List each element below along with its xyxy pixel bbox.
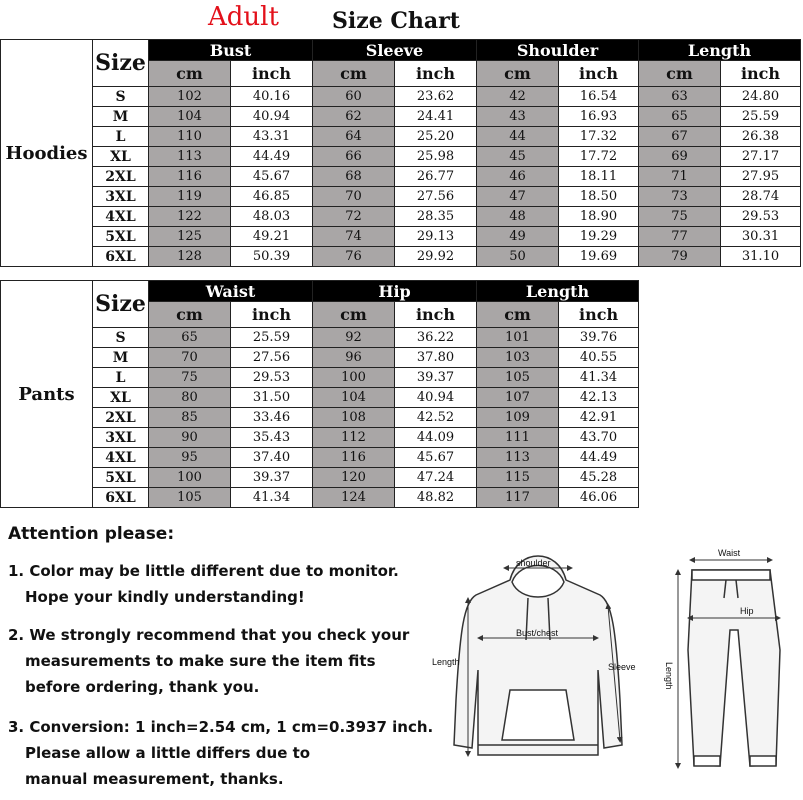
- value-cell: 28.74: [721, 187, 801, 207]
- label-hip: Hip: [740, 606, 754, 616]
- value-cell: 47.24: [395, 468, 477, 488]
- value-cell: 111: [477, 428, 559, 448]
- pants-unit-inch: inch: [559, 302, 639, 328]
- table-row: [1, 87, 801, 107]
- value-cell: 19.69: [559, 247, 639, 267]
- value-cell: 43.31: [231, 127, 313, 147]
- value-cell: 16.93: [559, 107, 639, 127]
- value-cell: 27.56: [231, 348, 313, 368]
- value-cell: 77: [639, 227, 721, 247]
- value-cell: 42.13: [559, 388, 639, 408]
- value-cell: 73: [639, 187, 721, 207]
- value-cell: 80: [149, 388, 231, 408]
- size-cell: 6XL: [93, 488, 149, 508]
- group-bust: Bust: [149, 40, 313, 61]
- value-cell: 17.32: [559, 127, 639, 147]
- note-line: 2. We strongly recommend that you check your: [8, 626, 410, 644]
- note-line: measurements to make sure the item fits: [25, 652, 376, 670]
- pants-unit-cm: cm: [313, 302, 395, 328]
- value-cell: 116: [313, 448, 395, 468]
- note-line: 3. Conversion: 1 inch=2.54 cm, 1 cm=0.3937 inch.: [8, 718, 434, 736]
- label-waist: Waist: [718, 548, 741, 558]
- value-cell: 46: [477, 167, 559, 187]
- value-cell: 124: [313, 488, 395, 508]
- size-cell: S: [93, 328, 149, 348]
- value-cell: 30.31: [721, 227, 801, 247]
- value-cell: 39.76: [559, 328, 639, 348]
- size-cell: 3XL: [93, 428, 149, 448]
- value-cell: 68: [313, 167, 395, 187]
- value-cell: 95: [149, 448, 231, 468]
- value-cell: 42.52: [395, 408, 477, 428]
- pants-label: Pants: [1, 281, 93, 508]
- value-cell: 101: [477, 328, 559, 348]
- table-row: [1, 187, 801, 207]
- value-cell: 18.90: [559, 207, 639, 227]
- value-cell: 102: [149, 87, 231, 107]
- value-cell: 35.43: [231, 428, 313, 448]
- value-cell: 70: [313, 187, 395, 207]
- size-cell: 3XL: [93, 187, 149, 207]
- value-cell: 26.77: [395, 167, 477, 187]
- value-cell: 24.41: [395, 107, 477, 127]
- table-row: [1, 107, 801, 127]
- size-cell: L: [93, 127, 149, 147]
- hoodies-unit-inch: inch: [231, 61, 313, 87]
- value-cell: 40.94: [231, 107, 313, 127]
- value-cell: 45.28: [559, 468, 639, 488]
- value-cell: 75: [639, 207, 721, 227]
- size-cell: 6XL: [93, 247, 149, 267]
- value-cell: 66: [313, 147, 395, 167]
- value-cell: 18.11: [559, 167, 639, 187]
- group-waist: Waist: [149, 281, 313, 302]
- value-cell: 92: [313, 328, 395, 348]
- size-cell: 2XL: [93, 408, 149, 428]
- value-cell: 29.13: [395, 227, 477, 247]
- value-cell: 75: [149, 368, 231, 388]
- value-cell: 43.70: [559, 428, 639, 448]
- value-cell: 23.62: [395, 87, 477, 107]
- label-shoulder: shoulder: [516, 558, 551, 568]
- note-line: manual measurement, thanks.: [25, 770, 284, 788]
- hoodies-unit-cm: cm: [639, 61, 721, 87]
- pants-unit-cm: cm: [477, 302, 559, 328]
- value-cell: 28.35: [395, 207, 477, 227]
- value-cell: 41.34: [231, 488, 313, 508]
- pants-unit-inch: inch: [231, 302, 313, 328]
- size-cell: 4XL: [93, 448, 149, 468]
- title-adult: Adult: [208, 2, 279, 32]
- size-cell: 5XL: [93, 468, 149, 488]
- value-cell: 107: [477, 388, 559, 408]
- value-cell: 44: [477, 127, 559, 147]
- value-cell: 49.21: [231, 227, 313, 247]
- blank-area: [639, 281, 803, 508]
- hoodies-unit-cm: cm: [149, 61, 231, 87]
- value-cell: 64: [313, 127, 395, 147]
- value-cell: 48: [477, 207, 559, 227]
- value-cell: 122: [149, 207, 231, 227]
- value-cell: 27.95: [721, 167, 801, 187]
- value-cell: 31.10: [721, 247, 801, 267]
- size-header: Size: [93, 40, 149, 87]
- value-cell: 31.50: [231, 388, 313, 408]
- value-cell: 90: [149, 428, 231, 448]
- title-size-chart: Size Chart: [332, 8, 460, 34]
- value-cell: 110: [149, 127, 231, 147]
- value-cell: 18.50: [559, 187, 639, 207]
- hoodie-icon: [454, 556, 622, 755]
- value-cell: 74: [313, 227, 395, 247]
- size-cell: M: [93, 107, 149, 127]
- value-cell: 100: [313, 368, 395, 388]
- hoodies-unit-inch: inch: [395, 61, 477, 87]
- value-cell: 65: [639, 107, 721, 127]
- label-hoodie-length: Length: [432, 657, 460, 667]
- value-cell: 49: [477, 227, 559, 247]
- value-cell: 44.49: [559, 448, 639, 468]
- value-cell: 85: [149, 408, 231, 428]
- size-cell: 5XL: [93, 227, 149, 247]
- table-row: [1, 247, 801, 267]
- group-length: Length: [639, 40, 801, 61]
- value-cell: 39.37: [395, 368, 477, 388]
- value-cell: 37.80: [395, 348, 477, 368]
- group-sleeve: Sleeve: [313, 40, 477, 61]
- value-cell: 41.34: [559, 368, 639, 388]
- table-row: [1, 147, 801, 167]
- value-cell: 65: [149, 328, 231, 348]
- hoodies-unit-cm: cm: [477, 61, 559, 87]
- value-cell: 109: [477, 408, 559, 428]
- value-cell: 45.67: [231, 167, 313, 187]
- value-cell: 25.59: [231, 328, 313, 348]
- value-cell: 60: [313, 87, 395, 107]
- value-cell: 24.80: [721, 87, 801, 107]
- note-line: before ordering, thank you.: [25, 678, 260, 696]
- size-cell: M: [93, 348, 149, 368]
- value-cell: 37.40: [231, 448, 313, 468]
- table-row: [1, 167, 801, 187]
- value-cell: 71: [639, 167, 721, 187]
- note-line: Please allow a little differs due to: [25, 744, 311, 762]
- value-cell: 116: [149, 167, 231, 187]
- value-cell: 50: [477, 247, 559, 267]
- value-cell: 29.53: [721, 207, 801, 227]
- group-shoulder: Shoulder: [477, 40, 639, 61]
- value-cell: 105: [477, 368, 559, 388]
- note-line: Hope your kindly understanding!: [25, 588, 305, 606]
- value-cell: 119: [149, 187, 231, 207]
- value-cell: 43: [477, 107, 559, 127]
- value-cell: 104: [149, 107, 231, 127]
- attention-heading: Attention please:: [8, 524, 175, 544]
- value-cell: 25.98: [395, 147, 477, 167]
- value-cell: 100: [149, 468, 231, 488]
- measurement-diagram: [432, 540, 800, 800]
- value-cell: 17.72: [559, 147, 639, 167]
- value-cell: 67: [639, 127, 721, 147]
- note-1: [8, 558, 444, 610]
- value-cell: 128: [149, 247, 231, 267]
- note-3: [8, 714, 444, 792]
- label-bust: Bust/chest: [516, 628, 559, 638]
- table-row: [1, 227, 801, 247]
- note-2: [8, 622, 444, 700]
- value-cell: 45.67: [395, 448, 477, 468]
- value-cell: 63: [639, 87, 721, 107]
- value-cell: 79: [639, 247, 721, 267]
- value-cell: 69: [639, 147, 721, 167]
- chart-title: [0, 2, 800, 38]
- value-cell: 112: [313, 428, 395, 448]
- value-cell: 113: [149, 147, 231, 167]
- value-cell: 44.49: [231, 147, 313, 167]
- value-cell: 50.39: [231, 247, 313, 267]
- size-cell: 4XL: [93, 207, 149, 227]
- value-cell: 62: [313, 107, 395, 127]
- group-hip: Hip: [313, 281, 477, 302]
- value-cell: 29.92: [395, 247, 477, 267]
- value-cell: 96: [313, 348, 395, 368]
- table-row: [1, 127, 801, 147]
- value-cell: 39.37: [231, 468, 313, 488]
- value-cell: 44.09: [395, 428, 477, 448]
- value-cell: 26.38: [721, 127, 801, 147]
- value-cell: 33.46: [231, 408, 313, 428]
- size-cell: 2XL: [93, 167, 149, 187]
- size-cell: XL: [93, 388, 149, 408]
- hoodies-size-table: [0, 39, 801, 267]
- label-sleeve: Sleeve: [608, 662, 636, 672]
- value-cell: 70: [149, 348, 231, 368]
- value-cell: 36.22: [395, 328, 477, 348]
- value-cell: 40.16: [231, 87, 313, 107]
- size-cell: L: [93, 368, 149, 388]
- value-cell: 29.53: [231, 368, 313, 388]
- value-cell: 27.56: [395, 187, 477, 207]
- value-cell: 46.85: [231, 187, 313, 207]
- value-cell: 108: [313, 408, 395, 428]
- value-cell: 104: [313, 388, 395, 408]
- value-cell: 103: [477, 348, 559, 368]
- note-line: 1. Color may be little different due to monitor.: [8, 562, 399, 580]
- label-pants-length: Length: [664, 662, 674, 690]
- hoodies-unit-inch: inch: [559, 61, 639, 87]
- value-cell: 42: [477, 87, 559, 107]
- value-cell: 72: [313, 207, 395, 227]
- value-cell: 25.20: [395, 127, 477, 147]
- value-cell: 19.29: [559, 227, 639, 247]
- pants-unit-cm: cm: [149, 302, 231, 328]
- value-cell: 46.06: [559, 488, 639, 508]
- table-row: [1, 207, 801, 227]
- value-cell: 42.91: [559, 408, 639, 428]
- value-cell: 25.59: [721, 107, 801, 127]
- value-cell: 115: [477, 468, 559, 488]
- value-cell: 16.54: [559, 87, 639, 107]
- hoodies-label: Hoodies: [1, 40, 93, 267]
- value-cell: 27.17: [721, 147, 801, 167]
- pants-size-table: [0, 280, 803, 508]
- hoodies-unit-cm: cm: [313, 61, 395, 87]
- value-cell: 48.82: [395, 488, 477, 508]
- value-cell: 125: [149, 227, 231, 247]
- value-cell: 40.94: [395, 388, 477, 408]
- value-cell: 105: [149, 488, 231, 508]
- size-cell: XL: [93, 147, 149, 167]
- pants-unit-inch: inch: [395, 302, 477, 328]
- value-cell: 40.55: [559, 348, 639, 368]
- value-cell: 117: [477, 488, 559, 508]
- value-cell: 76: [313, 247, 395, 267]
- value-cell: 48.03: [231, 207, 313, 227]
- size-header: Size: [93, 281, 149, 328]
- hoodies-unit-inch: inch: [721, 61, 801, 87]
- value-cell: 47: [477, 187, 559, 207]
- value-cell: 45: [477, 147, 559, 167]
- pants-icon: [688, 570, 780, 766]
- value-cell: 113: [477, 448, 559, 468]
- group-pants-length: Length: [477, 281, 639, 302]
- size-cell: S: [93, 87, 149, 107]
- value-cell: 120: [313, 468, 395, 488]
